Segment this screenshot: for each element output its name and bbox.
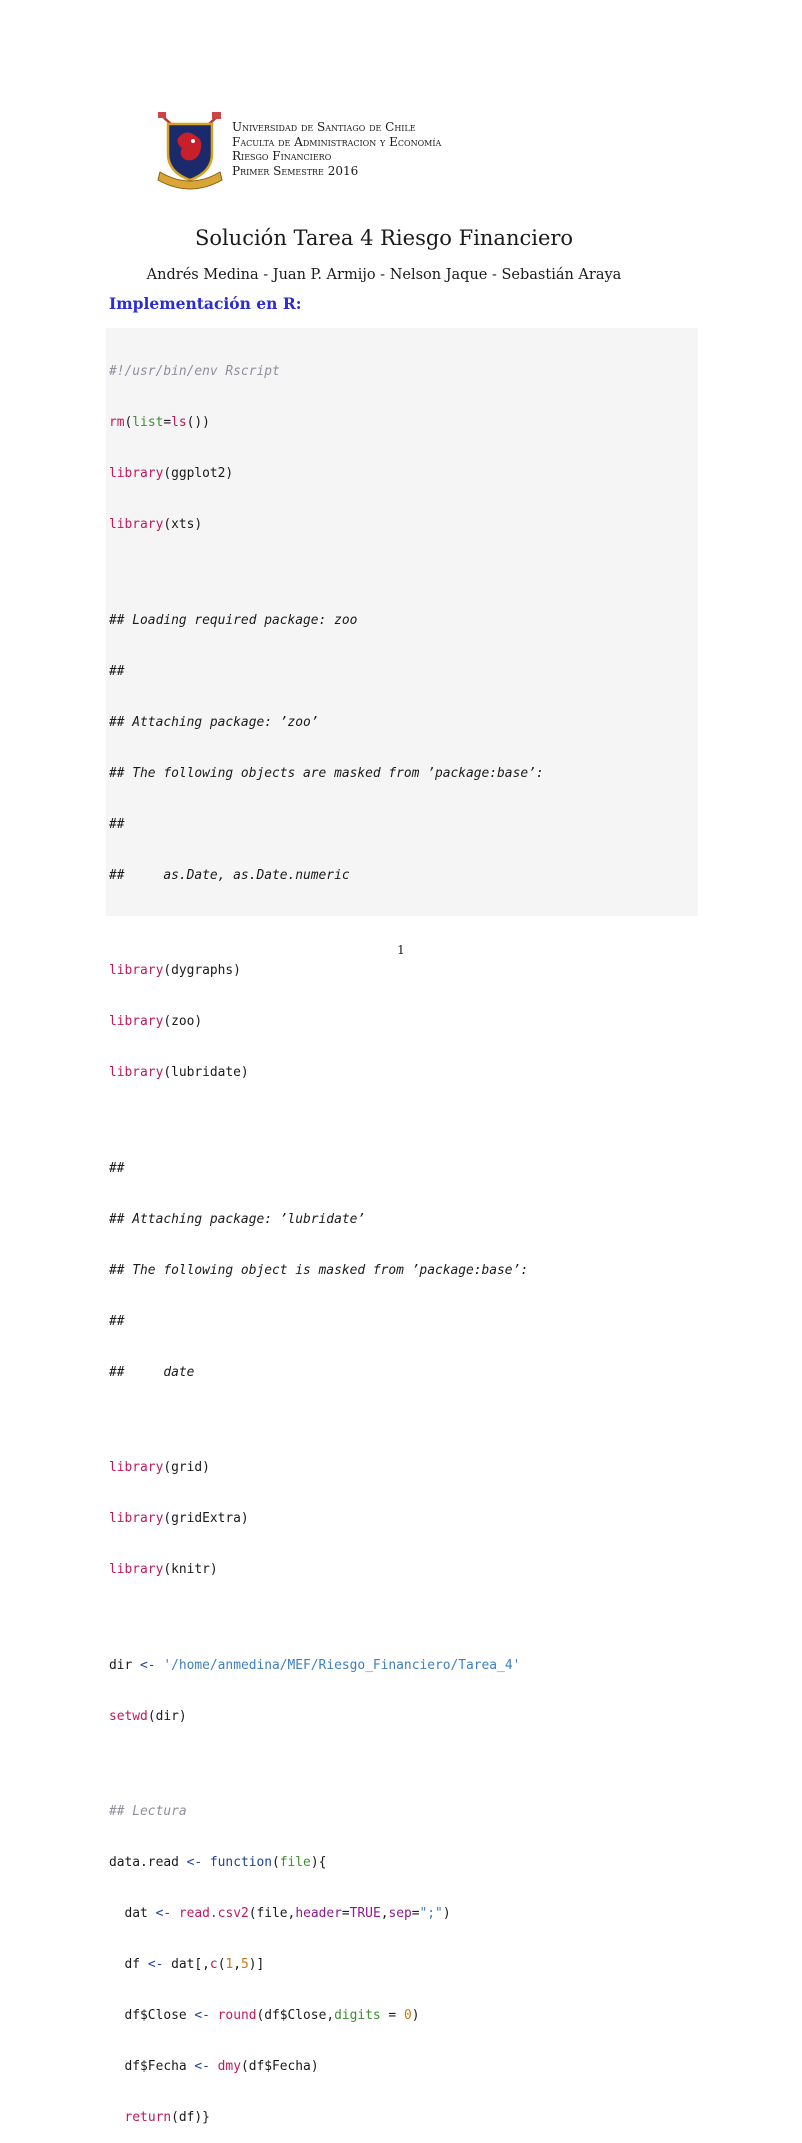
institution-line: Universidad de Santiago de Chile — [232, 120, 416, 134]
university-crest-logo — [156, 110, 224, 190]
output-line: ## — [109, 663, 125, 679]
section-heading: Implementación en R: — [109, 294, 302, 313]
output-line: ## — [109, 1313, 125, 1329]
output-line: ## — [109, 1160, 125, 1176]
output-line: ## as.Date, as.Date.numeric — [109, 867, 350, 883]
code-line: library(dygraphs) — [109, 963, 241, 978]
code-line: data.read <- function(file){ — [109, 1855, 327, 1870]
output-line: ## Attaching package: ’lubridate’ — [109, 1211, 366, 1227]
institution-block — [232, 120, 441, 178]
document-title: Solución Tarea 4 Riesgo Financiero — [194, 226, 574, 250]
output-line: ## — [109, 816, 125, 832]
institution-line: Primer Semestre 2016 — [232, 163, 359, 178]
code-line: dir <- '/home/anmedina/MEF/Riesgo_Financiero/Tarea_4' — [109, 1657, 521, 1673]
output-line: ## The following objects are masked from ’package:base’: — [109, 765, 544, 781]
output-line: ## Attaching package: ’zoo’ — [109, 714, 319, 730]
code-line: setwd(dir) — [109, 1708, 187, 1724]
code-line: library(knitr) — [109, 1562, 218, 1577]
authors-line: Andrés Medina - Juan P. Armijo - Nelson Jaque - Sebastián Araya — [146, 267, 622, 283]
output-line: ## The following object is masked from ’package:base’: — [109, 1262, 529, 1278]
code-line: df <- dat[,c(1,5)] — [109, 1957, 265, 1972]
code-line: df$Close <- round(df$Close,digits = 0) — [109, 2008, 420, 2023]
page-number: 1 — [397, 943, 405, 957]
code-block — [109, 329, 544, 2143]
code-line: library(lubridate) — [109, 1065, 249, 1080]
code-line: rm(list=ls()) — [109, 415, 210, 430]
code-line: library(xts) — [109, 517, 203, 532]
code-line: library(ggplot2) — [109, 466, 234, 481]
code-comment: ## Lectura — [109, 1804, 187, 1819]
code-line: library(gridExtra) — [109, 1511, 249, 1526]
institution-line: Riesgo Financiero — [232, 149, 332, 164]
code-line: #!/usr/bin/env Rscript — [109, 364, 280, 379]
code-line: dat <- read.csv2(file,header=TRUE,sep=";") — [109, 1906, 451, 1921]
header — [156, 110, 636, 190]
code-line: df$Fecha <- dmy(df$Fecha) — [109, 2059, 319, 2074]
output-line: ## Loading required package: zoo — [109, 612, 358, 628]
code-line: library(zoo) — [109, 1014, 203, 1029]
code-line: return(df)} — [124, 2110, 210, 2125]
institution-line: Faculta de Administracion y Economía — [232, 134, 442, 149]
output-line: ## date — [109, 1364, 195, 1380]
code-line: library(grid) — [109, 1460, 210, 1475]
